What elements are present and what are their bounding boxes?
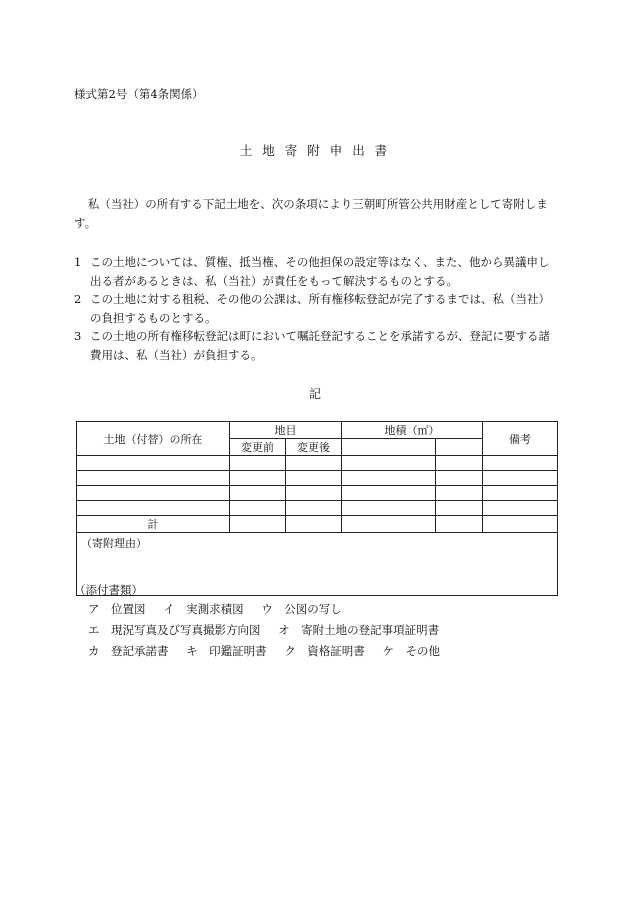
subheader-after: 変更後 (286, 439, 342, 456)
intro-paragraph: 私（当社）の所有する下記土地を、次の条項により三朝町所管公共用財産として寄附します。 (74, 197, 548, 230)
attachment-item: ク 資格証明書 (284, 644, 365, 658)
attachment-item: キ 印鑑証明書 (186, 644, 267, 658)
header-location: 土地（付替）の所在 (77, 422, 230, 456)
header-remarks: 備考 (483, 422, 558, 456)
subheader-before: 変更前 (230, 439, 286, 456)
condition-item (74, 253, 558, 290)
condition-number: 2 (74, 292, 82, 306)
reason-label: （寄附理由） (77, 533, 558, 596)
form-number: 様式第2号（第4条関係） (74, 87, 204, 101)
table-row (77, 486, 558, 501)
attachment-item: ア 位置図 (88, 602, 146, 616)
attachment-item: エ 現況写真及び写真撮影方向図 (88, 623, 261, 637)
header-land-category: 地目 (230, 422, 342, 439)
attachment-item: ケ その他 (382, 644, 440, 658)
attachments-row (88, 621, 453, 639)
total-label: 計 (77, 516, 230, 533)
total-row (77, 516, 558, 533)
attachments-row (88, 642, 454, 660)
land-table (76, 421, 558, 596)
attachments-heading: （添付書類） (74, 583, 143, 597)
attachment-item: ウ 公図の写し (261, 602, 342, 616)
attachments-row (88, 600, 356, 618)
table-row (77, 501, 558, 516)
condition-item (74, 327, 558, 364)
attachment-item: カ 登記承諾書 (88, 644, 169, 658)
document-title: 土 地 寄 附 申 出 書 (239, 143, 391, 158)
conditions-list (74, 253, 558, 364)
condition-item (74, 290, 558, 327)
reason-row (77, 533, 558, 596)
ki-heading: 記 (308, 387, 321, 401)
attachment-item: オ 寄附土地の登記事項証明書 (278, 623, 440, 637)
condition-text: この土地の所有権移転登記は町において嘱託登記することを承諾するが、登記に要する諸費用は、私（当社）が負担する。 (90, 329, 550, 362)
area-cell (342, 439, 436, 456)
area-decimal-cell (436, 439, 483, 456)
condition-text: この土地については、質権、抵当権、その他担保の設定等はなく、また、他から異議申し出る者があるときは、私（当社）が責任をもって解決するものとする。 (90, 255, 550, 288)
condition-number: 3 (74, 329, 82, 343)
table-row (77, 456, 558, 471)
table-row (77, 471, 558, 486)
table-header-row (77, 422, 558, 439)
attachment-item: イ 実測求積図 (163, 602, 244, 616)
header-area: 地積（㎡） (342, 422, 483, 439)
condition-text: この土地に対する租税、その他の公課は、所有権移転登記が完了するまでは、私（当社）の負担するものとする。 (90, 292, 550, 325)
condition-number: 1 (74, 255, 82, 269)
